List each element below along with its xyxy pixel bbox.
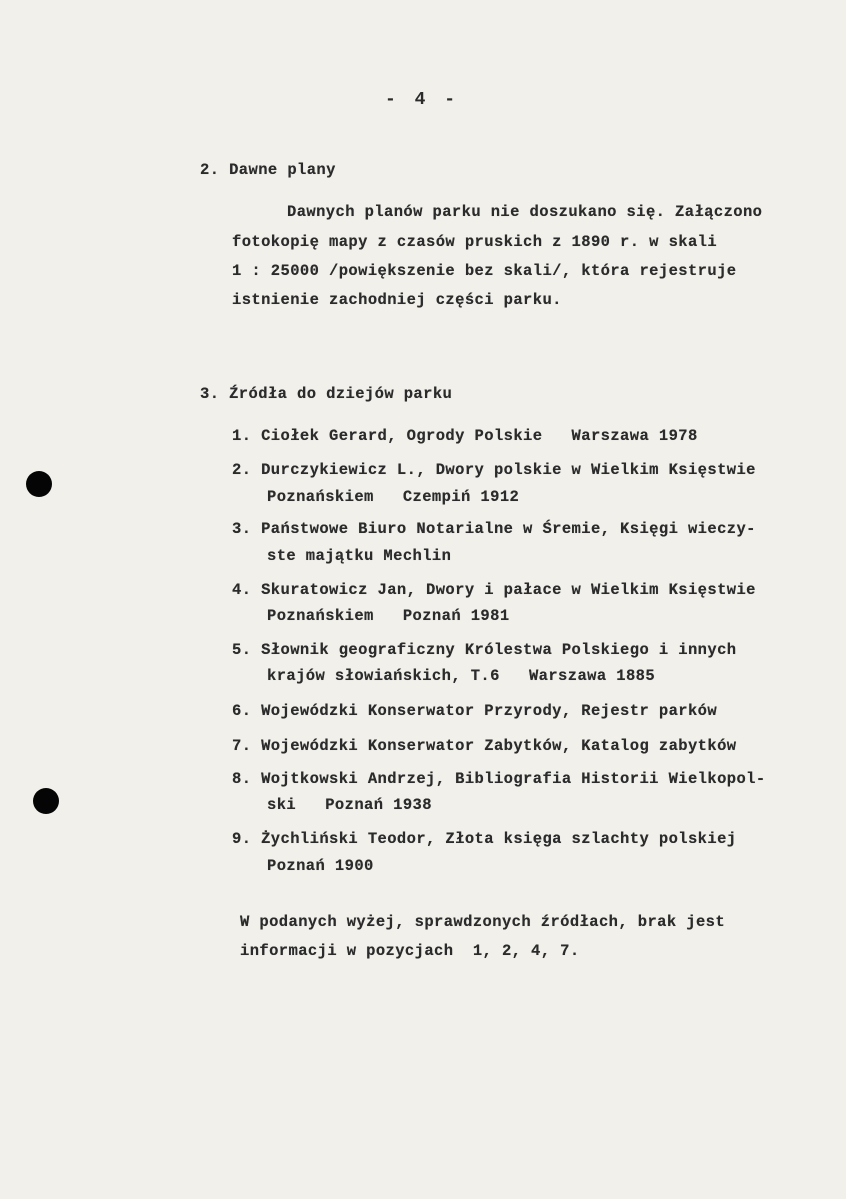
punch-hole-bottom <box>33 788 59 814</box>
closing-text-line: W podanych wyżej, sprawdzonych źródłach, brak jest <box>240 913 726 931</box>
source-item: 5. Słownik geograficzny Królestwa Polskiego i innych <box>232 641 737 659</box>
source-item-continuation: ste majątku Mechlin <box>267 547 452 565</box>
source-item: 3. Państwowe Biuro Notarialne w Śremie, Księgi wieczy- <box>232 520 756 538</box>
source-item: 8. Wojtkowski Andrzej, Bibliografia Historii Wielkopol- <box>232 770 766 788</box>
source-item-continuation: Poznańskiem Poznań 1981 <box>267 607 510 625</box>
source-item: 4. Skuratowicz Jan, Dwory i pałace w Wielkim Księstwie <box>232 581 756 599</box>
source-item-continuation: Poznań 1900 <box>267 857 374 875</box>
section-2-text-line: Dawnych planów parku nie doszukano się. Załączono <box>287 203 763 221</box>
source-item: 2. Durczykiewicz L., Dwory polskie w Wielkim Księstwie <box>232 461 756 479</box>
source-item-continuation: ski Poznań 1938 <box>267 796 432 814</box>
source-item: 6. Wojewódzki Konserwator Przyrody, Rejestr parków <box>232 702 718 720</box>
source-item: 7. Wojewódzki Konserwator Zabytków, Katalog zabytków <box>232 737 737 755</box>
punch-hole-top <box>26 471 52 497</box>
section-2-text-line: 1 : 25000 /powiększenie bez skali/, która rejestruje <box>232 262 737 280</box>
source-item: 9. Żychliński Teodor, Złota księga szlachty polskiej <box>232 830 737 848</box>
section-2-text-line: istnienie zachodniej części parku. <box>232 291 562 309</box>
section-2-heading: 2. Dawne plany <box>200 161 336 179</box>
source-item: 1. Ciołek Gerard, Ogrody Polskie Warszawa 1978 <box>232 427 698 445</box>
page-number: - 4 - <box>385 90 460 110</box>
source-item-continuation: Poznańskiem Czempiń 1912 <box>267 488 520 506</box>
source-item-continuation: krajów słowiańskich, T.6 Warszawa 1885 <box>267 667 656 685</box>
closing-text-line: informacji w pozycjach 1, 2, 4, 7. <box>240 942 580 960</box>
section-3-heading: 3. Źródła do dziejów parku <box>200 385 453 403</box>
section-2-text-line: fotokopię mapy z czasów pruskich z 1890 r. w skali <box>232 233 718 251</box>
